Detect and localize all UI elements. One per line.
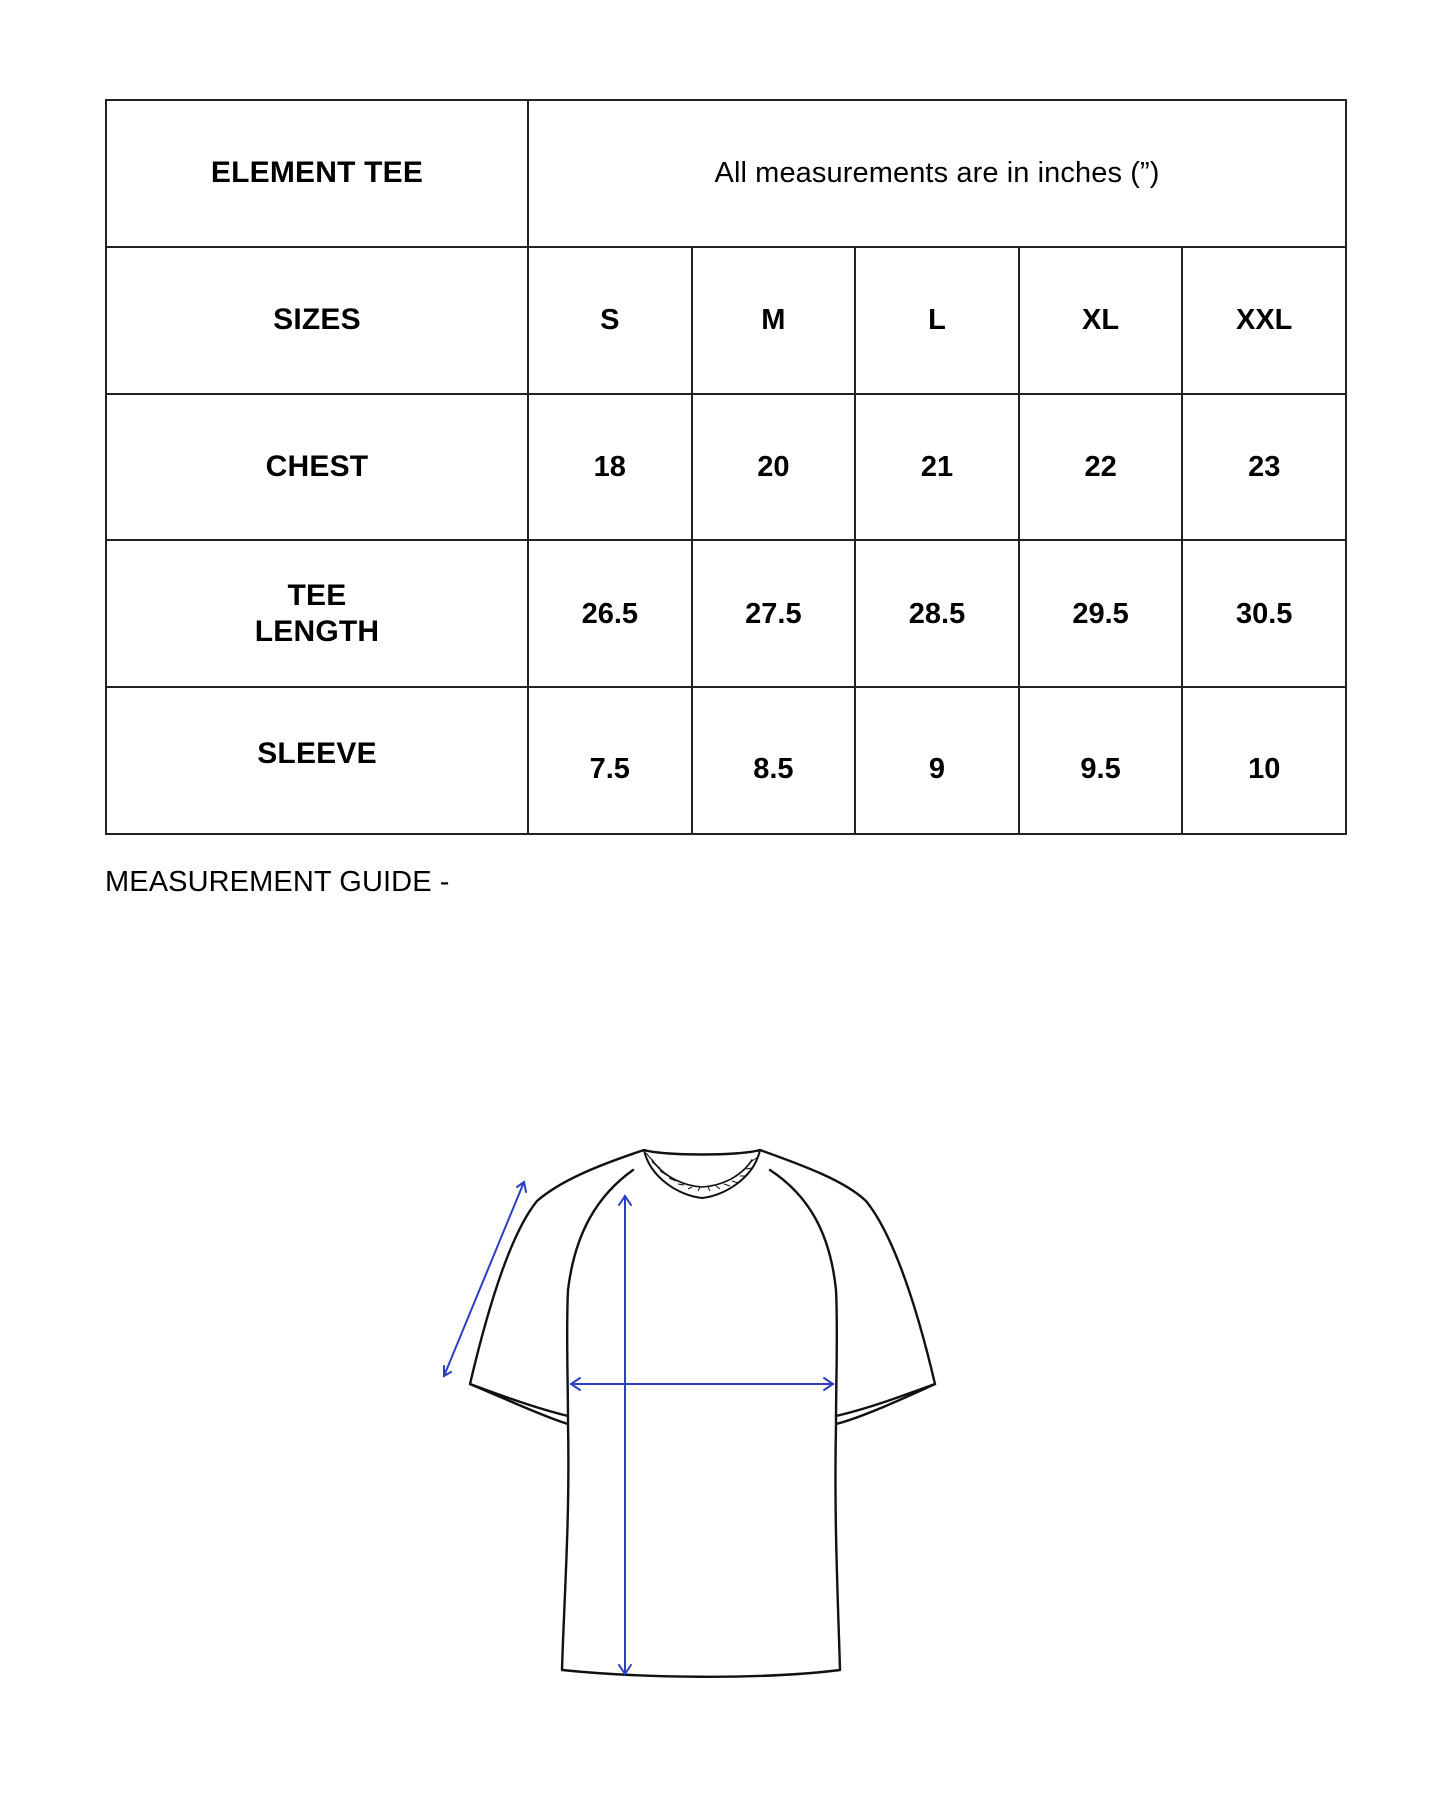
sleeve-value-xl: 9.5 bbox=[1019, 687, 1183, 834]
size-xl: XL bbox=[1019, 247, 1183, 394]
product-title: ELEMENT TEE bbox=[106, 100, 528, 247]
tee-body-outline bbox=[470, 1150, 935, 1677]
collar-rib-lines bbox=[646, 1153, 758, 1191]
collar-rib-inner bbox=[652, 1160, 752, 1187]
chest-value-l: 21 bbox=[855, 394, 1019, 541]
size-s: S bbox=[528, 247, 692, 394]
length-value-xxl: 30.5 bbox=[1182, 540, 1346, 687]
measurement-guide-heading: MEASUREMENT GUIDE - bbox=[105, 866, 450, 898]
collar-rib bbox=[644, 1150, 760, 1198]
sizes-label: SIZES bbox=[106, 247, 528, 394]
length-value-l: 28.5 bbox=[855, 540, 1019, 687]
right-sleeve-hem bbox=[836, 1384, 935, 1416]
size-m: M bbox=[692, 247, 856, 394]
tee-length-label-text: TEE LENGTH bbox=[254, 578, 380, 648]
tee-length-row bbox=[106, 540, 1346, 687]
length-measure-double-arrow-icon bbox=[619, 1196, 631, 1674]
sleeve-label: SLEEVE bbox=[106, 687, 528, 834]
sleeve-value-l: 9 bbox=[855, 687, 1019, 834]
length-value-s: 26.5 bbox=[528, 540, 692, 687]
left-sleeve-hem bbox=[470, 1384, 568, 1416]
sleeve-measure-double-arrow-icon bbox=[444, 1182, 526, 1376]
sleeve-value-xxl: 10 bbox=[1182, 687, 1346, 834]
chest-value-xl: 22 bbox=[1019, 394, 1183, 541]
chest-value-xxl: 23 bbox=[1182, 394, 1346, 541]
size-xxl: XXL bbox=[1182, 247, 1346, 394]
sleeve-value-s: 7.5 bbox=[528, 687, 692, 834]
length-value-xl: 29.5 bbox=[1019, 540, 1183, 687]
sizes-row bbox=[106, 247, 1346, 394]
left-raglan-seam bbox=[567, 1170, 633, 1424]
chest-value-m: 20 bbox=[692, 394, 856, 541]
size-l: L bbox=[855, 247, 1019, 394]
header-row bbox=[106, 100, 1346, 247]
chest-measure-double-arrow-icon bbox=[571, 1378, 833, 1390]
units-note: All measurements are in inches (”) bbox=[528, 100, 1346, 247]
sleeve-value-m: 8.5 bbox=[692, 687, 856, 834]
sleeve-row bbox=[106, 687, 1346, 834]
chest-value-s: 18 bbox=[528, 394, 692, 541]
size-chart-table bbox=[105, 99, 1347, 835]
chest-row bbox=[106, 394, 1346, 541]
right-raglan-seam bbox=[770, 1170, 837, 1424]
tee-length-label bbox=[106, 540, 528, 687]
length-value-m: 27.5 bbox=[692, 540, 856, 687]
chest-label: CHEST bbox=[106, 394, 528, 541]
